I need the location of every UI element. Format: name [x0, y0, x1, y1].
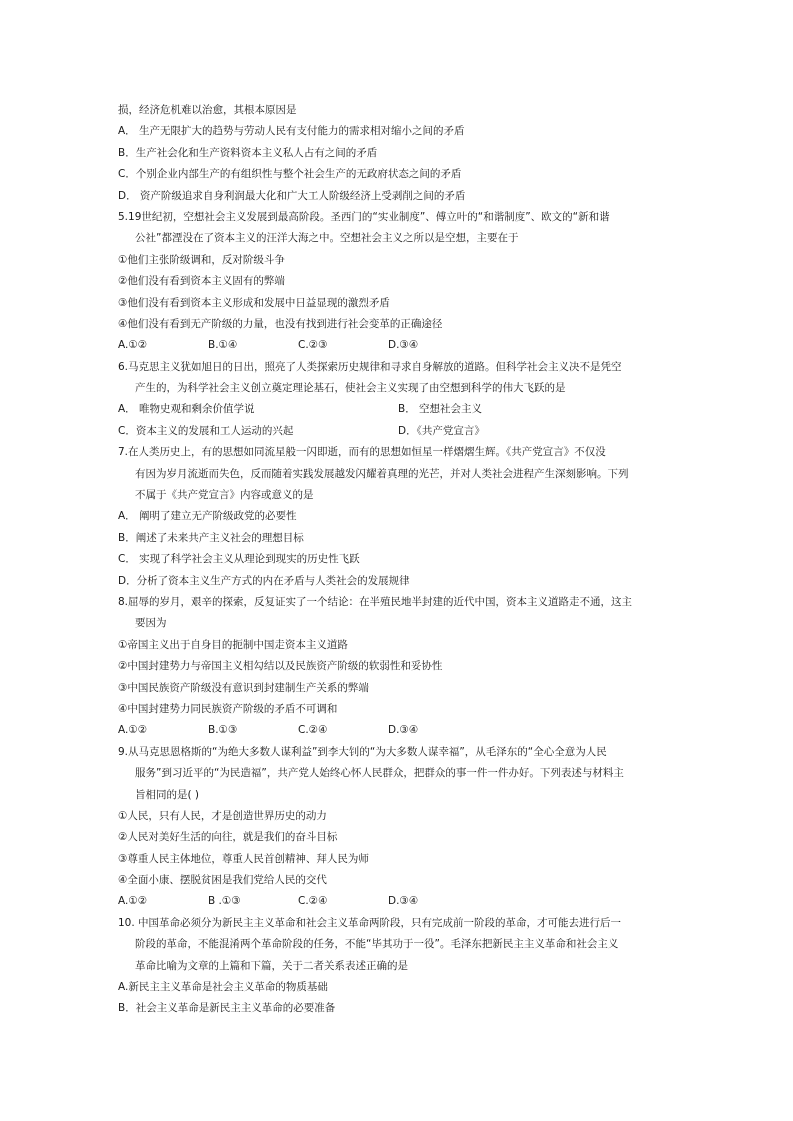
question-10: 10. 中国革命必须分为新民主主义革命和社会主义革命两阶段，只有完成前一阶段的革命，才可能去进行后一	[118, 916, 622, 929]
option-line: A． 阐明了建立无产阶级政党的必要性	[118, 510, 297, 523]
question-6: 6.马克思主义犹如旭日的日出，照亮了人类探索历史规律和寻求自身解放的道路。但科学社会主义决不是凭空	[118, 360, 622, 373]
option-b: B.①③	[208, 724, 238, 737]
statement-line: ③他们没有看到资本主义形成和发展中日益显现的激烈矛盾	[118, 296, 390, 309]
question-5: 5.19世纪初，空想社会主义发展到最高阶段。圣西门的“实业制度”、傅立叶的“和谐制度”、欧文的“新和谐	[118, 210, 610, 223]
statement-line: ④他们没有看到无产阶级的力量，也没有找到进行社会变革的正确途径	[118, 317, 443, 330]
option-b: B.①④	[208, 339, 238, 352]
option-a: A． 唯物史观和剩余价值学说	[118, 403, 255, 416]
option-line: A． 生产无限扩大的趋势与劳动人民有支付能力的需求相对缩小之间的矛盾	[118, 125, 465, 138]
option-d: D．《共产党宣言》	[398, 424, 485, 437]
option-d: D.③④	[388, 895, 419, 908]
statement-line: ①帝国主义出于自身目的扼制中国走资本主义道路	[118, 638, 348, 651]
question-10-continued: 革命比喻为文章的上篇和下篇，关于二者关系表述正确的是	[135, 959, 408, 972]
question-6-options-ab	[118, 399, 678, 420]
option-c: C.②④	[298, 724, 328, 737]
statement-line: ②人民对美好生活的向往，就是我们的奋斗目标	[118, 831, 338, 844]
option-line: B．生产社会化和生产资料资本主义私人占有之间的矛盾	[118, 146, 378, 159]
question-9-continued: 旨相同的是( )	[135, 788, 200, 801]
question-8-continued: 要因为	[135, 617, 167, 630]
option-line: C．个别企业内部生产的有组织性与整个社会生产的无政府状态之间的矛盾	[118, 168, 462, 181]
option-line: C． 实现了科学社会主义从理论到现实的历史性飞跃	[118, 553, 360, 566]
option-line: B．阐述了未来共产主义社会的理想目标	[118, 531, 304, 544]
document-body	[118, 100, 678, 1020]
question-5-continued: 公社”都湮没在了资本主义的汪洋大海之中。空想社会主义之所以是空想，主要在于	[135, 232, 519, 245]
question-7-continued: 有因为岁月流逝而失色，反而随着实践发展越发闪耀着真理的光芒，并对人类社会进程产生深刻影响。下列	[135, 467, 629, 480]
option-a: A.①②	[118, 339, 148, 352]
statement-line: ④全面小康、摆脱贫困是我们党给人民的交代	[118, 874, 327, 887]
statement-line: ②他们没有看到资本主义固有的弊端	[118, 275, 285, 288]
statement-line: ④中国封建势力同民族资产阶级的矛盾不可调和	[118, 702, 338, 715]
text-line: 损，经济危机难以治愈，其根本原因是	[118, 104, 297, 116]
question-6-continued: 产生的，为科学社会主义创立奠定理论基石，使社会主义实现了由空想到科学的伟大飞跃的是	[135, 382, 566, 395]
statement-line: ③中国民族资产阶级没有意识到封建制生产关系的弊端	[118, 681, 369, 694]
question-9: 9.从马克思恩格斯的“为绝大多数人谋利益”到李大钊的“为大多数人谋幸福”，从毛泽东的“全心全意为人民	[118, 745, 607, 758]
question-9-options	[118, 891, 678, 912]
option-d: D.③④	[388, 339, 419, 352]
question-5-options	[118, 335, 678, 356]
option-line: A.新民主主义革命是社会主义革命的物质基础	[118, 981, 328, 994]
option-line: D．分析了资本主义生产方式的内在矛盾与人类社会的发展规律	[118, 574, 410, 587]
question-8: 8.屈辱的岁月，艰辛的探索，反复证实了一个结论：在半殖民地半封建的近代中国，资本主义道路走不通，这主	[118, 595, 633, 608]
option-b: B .①③	[208, 895, 241, 908]
question-7: 7.在人类历史上，有的思想如同流星般一闪即逝，而有的思想如恒星一样熠熠生辉。《共产党宣言》不仅没	[118, 446, 606, 459]
question-8-options	[118, 720, 678, 741]
option-c: C．资本主义的发展和工人运动的兴起	[118, 424, 294, 437]
question-9-continued: 服务”到习近平的“为民造福”，共产党人始终心怀人民群众，把群众的事一件一件办好。下列表述与材料主	[135, 767, 624, 780]
question-6-options-cd	[118, 421, 678, 442]
option-a: A.①②	[118, 895, 148, 908]
statement-line: ②中国封建势力与帝国主义相勾结以及民族资产阶级的软弱性和妥协性	[118, 660, 443, 673]
option-c: C.②④	[298, 895, 328, 908]
statement-line: ①他们主张阶级调和，反对阶级斗争	[118, 253, 285, 266]
option-a: A.①②	[118, 724, 148, 737]
question-10-continued: 阶段的革命，不能混淆两个革命阶段的任务，不能“毕其功于一役”。毛泽东把新民主主义革命和社会主义	[135, 938, 619, 951]
option-line: B．社会主义革命是新民主主义革命的必要准备	[118, 1002, 336, 1015]
statement-line: ①人民，只有人民，才是创造世界历史的动力	[118, 809, 327, 822]
option-b: B． 空想社会主义	[398, 403, 483, 416]
option-d: D.③④	[388, 724, 419, 737]
statement-line: ③尊重人民主体地位，尊重人民首创精神、拜人民为师	[118, 852, 369, 865]
option-line: D． 资产阶级追求自身利润最大化和广大工人阶级经济上受剥削之间的矛盾	[118, 189, 466, 202]
question-7-continued: 不属于《共产党宣言》内容或意义的是	[135, 489, 314, 502]
option-c: C.②③	[298, 339, 328, 352]
